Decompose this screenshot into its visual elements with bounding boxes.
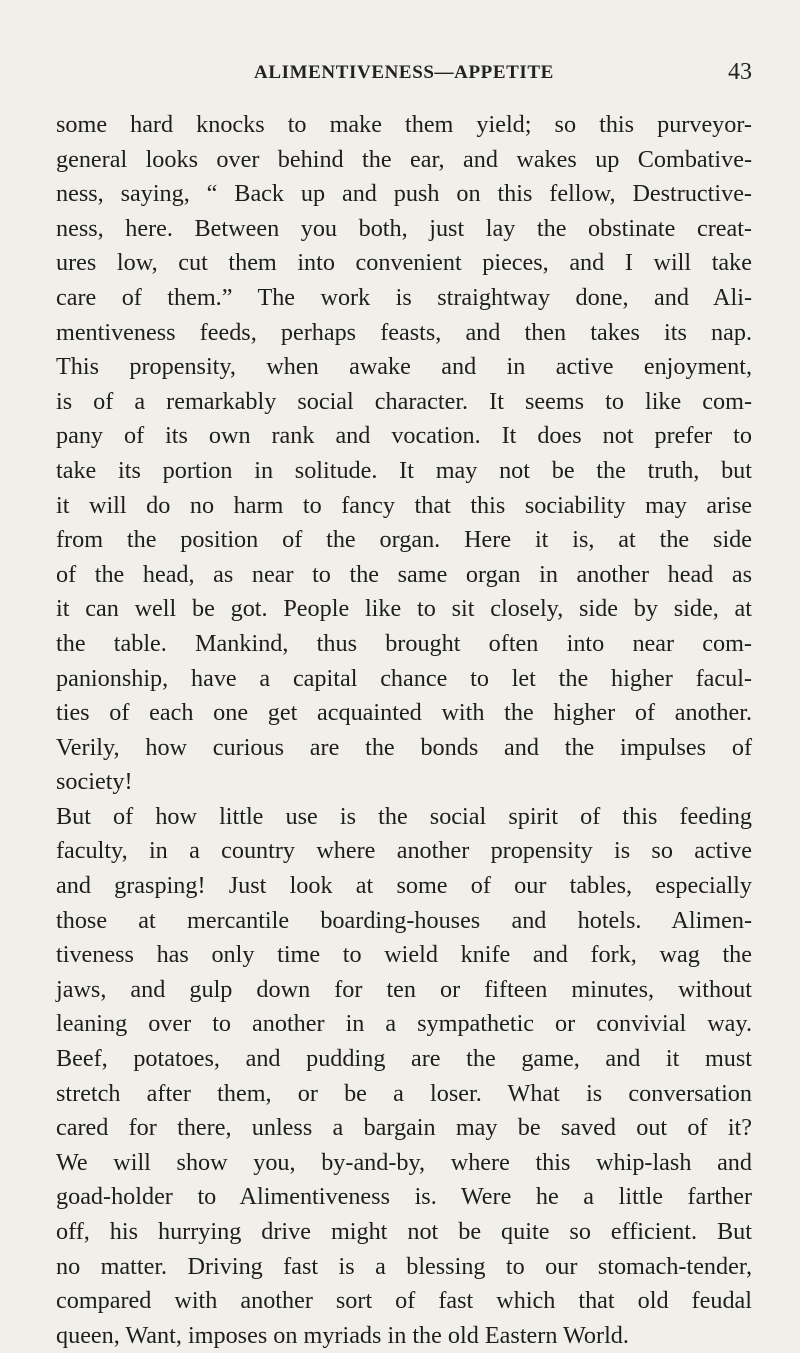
text-line: Beef, potatoes, and pudding are the game, and it must <box>56 1045 752 1073</box>
text-line: it will do no harm to fancy that this sociability may arise <box>56 491 752 519</box>
text-line: ness, saying, “ Back up and push on this fellow, Destructive- <box>56 180 752 208</box>
text-line: jaws, and gulp down for ten or fifteen minutes, without <box>56 975 752 1003</box>
text-line: ness, here. Between you both, just lay the obstinate creat- <box>56 214 752 242</box>
text-line: general looks over behind the ear, and wakes up Combative- <box>56 145 752 173</box>
running-head: ALIMENTIVENESS—APPETITE <box>254 62 554 83</box>
text-line: tiveness has only time to wield knife and fork, wag the <box>56 941 752 969</box>
text-line: of the head, as near to the same organ in another head as <box>56 560 752 588</box>
page-number: 43 <box>728 59 752 85</box>
text-line: the table. Mankind, thus brought often into near com- <box>56 629 752 657</box>
body-text <box>56 108 752 1353</box>
text-line: faculty, in a country where another propensity is so active <box>56 837 752 865</box>
text-line: those at mercantile boarding-houses and hotels. Alimen- <box>56 906 752 934</box>
text-line: and grasping! Just look at some of our tables, especially <box>56 872 752 900</box>
text-line: it can well be got. People like to sit closely, side by side, at <box>56 595 752 623</box>
text-line: mentiveness feeds, perhaps feasts, and then takes its nap. <box>56 318 752 346</box>
text-line: stretch after them, or be a loser. What is conversation <box>56 1079 752 1107</box>
text-line: care of them.” The work is straightway done, and Ali- <box>56 283 752 311</box>
page-header <box>56 59 752 92</box>
text-line: We will show you, by-and-by, where this whip-lash and <box>56 1148 752 1176</box>
text-line: Verily, how curious are the bonds and the impulses of <box>56 733 752 761</box>
text-line: is of a remarkably social character. It seems to like com- <box>56 387 752 415</box>
text-line: cared for there, unless a bargain may be saved out of it? <box>56 1114 752 1142</box>
text-line: off, his hurrying drive might not be quite so efficient. But <box>56 1218 752 1245</box>
text-line: panionship, have a capital chance to let the higher facul- <box>56 664 752 692</box>
text-line: no matter. Driving fast is a blessing to our stomach-tender, <box>56 1252 752 1280</box>
text-line: goad-holder to Alimentiveness is. Were he a little farther <box>56 1183 752 1211</box>
text-line: take its portion in solitude. It may not be the truth, but <box>56 456 752 484</box>
text-line: some hard knocks to make them yield; so this purveyor- <box>56 111 752 138</box>
text-line: compared with another sort of fast which that old feudal <box>56 1287 752 1315</box>
text-line: from the position of the organ. Here it is, at the side <box>56 526 752 554</box>
text-line: leaning over to another in a sympathetic or convivial way. <box>56 1010 752 1038</box>
text-line: ures low, cut them into convenient pieces, and I will take <box>56 249 752 277</box>
text-line: queen, Want, imposes on myriads in the old Eastern World. <box>56 1321 629 1349</box>
text-line: But of how little use is the social spirit of this feeding <box>56 802 752 830</box>
text-line: This propensity, when awake and in active enjoyment, <box>56 353 752 381</box>
text-line: society! <box>56 768 133 796</box>
text-line: pany of its own rank and vocation. It does not prefer to <box>56 422 752 450</box>
text-line: ties of each one get acquainted with the higher of another. <box>56 699 752 727</box>
